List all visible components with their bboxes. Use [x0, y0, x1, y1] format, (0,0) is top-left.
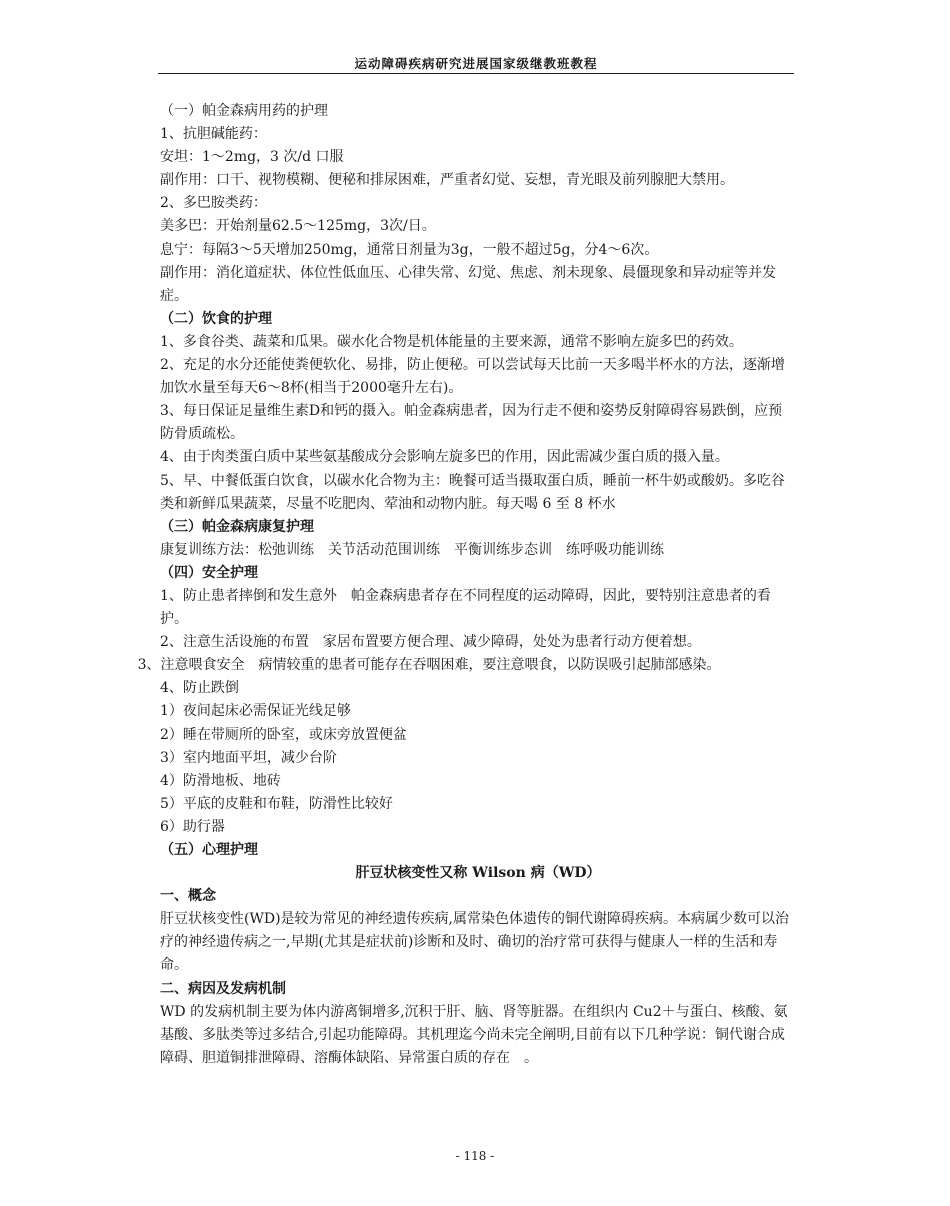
list-item: 1）夜间起床必需保证光线足够: [160, 703, 351, 720]
list-item: 3）室内地面平坦，减少台阶: [160, 749, 337, 766]
paragraph: 1、抗胆碱能药：: [160, 126, 267, 143]
list-item: 2）睡在带厕所的卧室，或床旁放置便盆: [160, 726, 407, 743]
article-title: 肝豆状核变性又称 Wilson 病（WD）: [355, 865, 601, 882]
paragraph: 康复训练方法：松弛训练 关节活动范围训练 平衡训练步态训 练呼吸功能训练: [160, 541, 664, 558]
paragraph: 美多巴：开始剂量62.5～125mg，3次/日。: [160, 218, 436, 235]
paragraph: 3、注意喂食安全 病情较重的患者可能存在吞咽困难，要注意喂食，以防误吸引起肺部感染。: [137, 657, 721, 674]
list-item: 5）平底的皮鞋和布鞋，防滑性比较好: [160, 795, 393, 812]
paragraph: 副作用：消化道症状、体位性低血压、心律失常、幻觉、焦虑、剂未现象、晨僵现象和异动症等并发症。: [160, 264, 776, 304]
paragraph: 肝豆状核变性(WD)是较为常见的神经遗传疾病,属常染色体遗传的铜代谢障碍疾病。本病属少数可以治疗的神经遗传病之一,早期(尤其是症状前)诊断和及时、确切的治疗常可获得与健康人一样的生活和寿命。: [160, 911, 789, 974]
section-heading: 一、概念: [160, 888, 216, 905]
list-item: 4）防滑地板、地砖: [160, 772, 281, 789]
paragraph: 2、注意生活设施的布置 家居布置要方便合理、减少障碍，处处为患者行动方便着想。: [160, 634, 701, 651]
paragraph: 息宁：每隔3～5天增加250mg，通常日剂量为3g，一般不超过5g，分4～6次。: [160, 241, 659, 258]
paragraph: 3、每日保证足量维生素D和钙的摄入。帕金森病患者，因为行走不便和姿势反射障碍容易跌倒，应预防骨质疏松。: [160, 403, 783, 443]
header-rule: [158, 73, 794, 74]
section-heading: （二）饮食的护理: [160, 310, 272, 327]
paragraph: 5、早、中餐低蛋白饮食，以碳水化合物为主：晚餐可适当摄取蛋白质，睡前一杯牛奶或酸奶。多吃谷类和新鲜瓜果蔬菜，尽量不吃肥肉、荤油和动物内脏。每天喝 6 至 8 杯水: [160, 472, 785, 512]
section-heading: （五）心理护理: [160, 842, 258, 858]
paragraph: 2、多巴胺类药：: [160, 195, 267, 212]
list-item: 6）助行器: [160, 818, 225, 835]
paragraph: 4、防止跌倒: [160, 680, 239, 697]
paragraph: WD 的发病机制主要为体内游离铜增多,沉积于肝、脑、肾等脏器。在组织内 Cu2＋与蛋白、核酸、氨基酸、多肽类等过多结合,引起功能障碍。其机理迄今尚未完全阐明,目前有以下几种学说：铜代谢合成障碍、胆道铜排泄障碍、溶酶体缺陷、异常蛋白质的存在 。: [160, 1003, 788, 1066]
section-heading: （四）安全护理: [160, 564, 258, 581]
section-heading: 二、病因及发病机制: [160, 980, 286, 997]
paragraph: 4、由于肉类蛋白质中某些氨基酸成分会影响左旋多巴的作用，因此需减少蛋白质的摄入量。: [160, 449, 729, 466]
section-heading: （一）帕金森病用药的护理: [160, 103, 328, 119]
page-number: - 118 -: [455, 1149, 495, 1163]
section-heading: （三）帕金森病康复护理: [160, 518, 314, 535]
paragraph: 1、防止患者摔倒和发生意外 帕金森病患者存在不同程度的运动障碍，因此，要特别注意患者的看护。: [160, 587, 771, 628]
paragraph: 安坦：1～2mg，3 次/d 口服: [160, 149, 344, 166]
paragraph: 副作用：口干、视物模糊、便秘和排尿困难，严重者幻觉、妄想，青光眼及前列腺肥大禁用。: [160, 172, 734, 189]
running-header: 运动障碍疾病研究进展国家级继教班教程: [354, 56, 598, 71]
paragraph: 2、充足的水分还能使粪便软化、易排，防止便秘。可以尝试每天比前一天多喝半杯水的方法，逐渐增加饮水量至每天6～8杯(相当于2000毫升左右)。: [160, 357, 785, 397]
paragraph: 1、多食谷类、蔬菜和瓜果。碳水化合物是机体能量的主要来源，通常不影响左旋多巴的药效。: [160, 333, 743, 350]
page-body: [137, 100, 796, 1070]
